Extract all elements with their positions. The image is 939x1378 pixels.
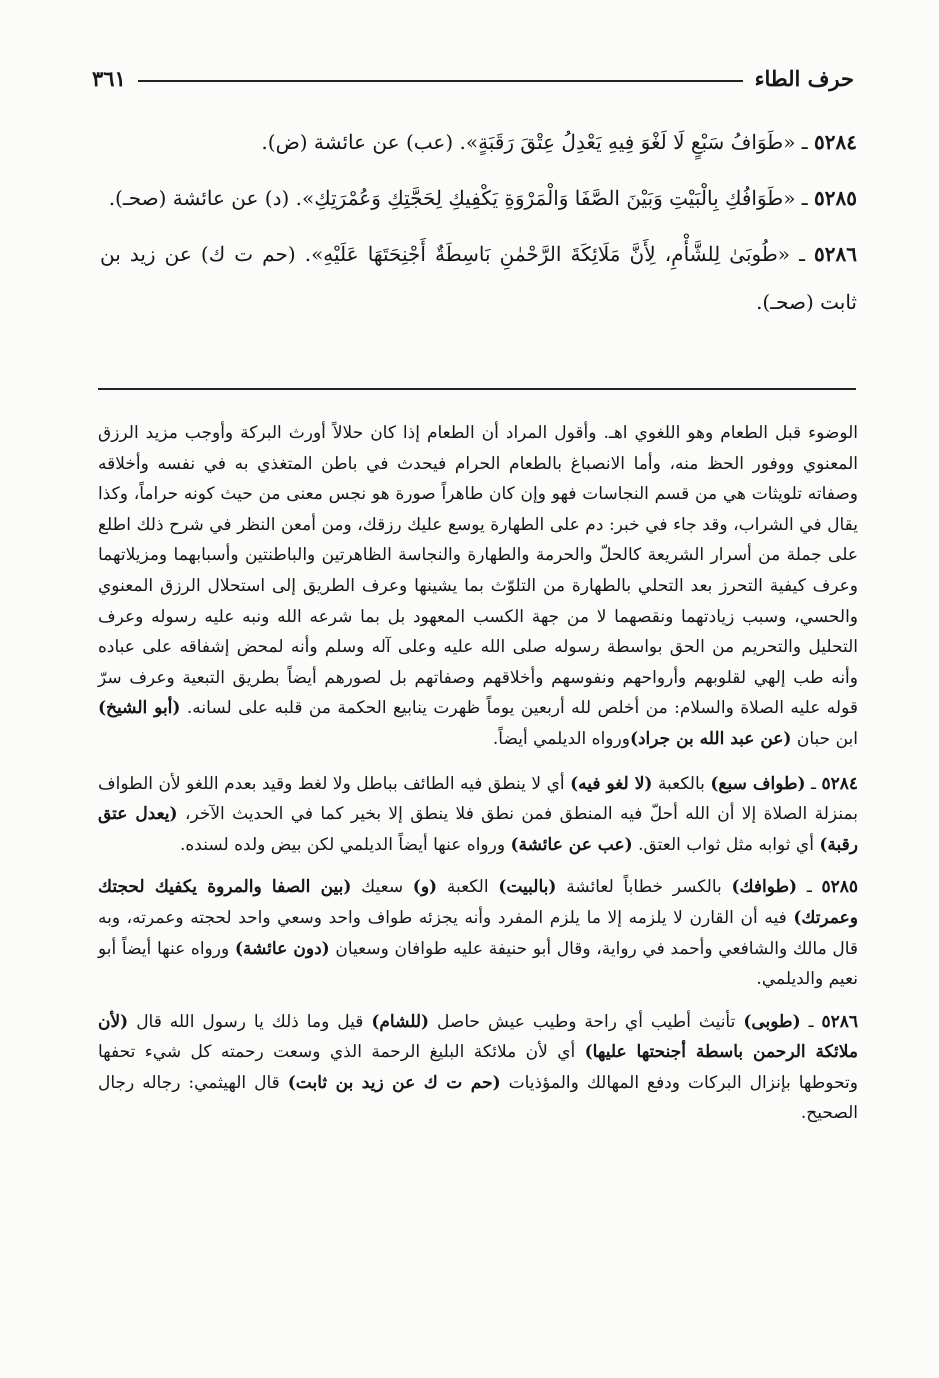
commentary-number: ٥٢٨٥ xyxy=(821,877,859,898)
header-rule xyxy=(138,80,743,82)
bold-term: (طوبى) xyxy=(743,1011,801,1032)
commentary-text: ورواه عنها أيضاً أبو نعيم والديلمي. xyxy=(98,938,858,990)
hadith-text: «طَوَافُ سَبْعٍ لَا لَغْوَ فِيهِ يَعْدِلُ عِتْقَ رَقَبَةٍ». (عب) عن عائشة (ض). xyxy=(261,130,796,154)
bold-term: (عن عبد الله بن جراد) xyxy=(629,728,792,749)
bold-term: (بين الصفا والمروة يكفيك لحجتك وعمرتك) xyxy=(98,877,858,928)
bold-term: (للشام) xyxy=(371,1011,430,1032)
bold-term: (طوافك) xyxy=(731,877,798,898)
commentary-text: الوضوء قبل الطعام وهو اللغوي اهـ. وأقول المراد أن الطعام إذا كان حلالاً أورث البركة وأوجب مزيد الرزق المعنوي ووفور الحظ منه، وأما الانصباغ بالطعام الحرام فيحدث في باطن المتغذي به في نفسه وأخلاقه وصفاته تلويثات هي من قسم النجاسات فهو وإن كان طاهراً صورة هو نجس معنى من حيث كونه حراماً، وكذا يقال في الشراب، وقد جاء في خبر: دم على الطهارة يوسع عليك رزقك، ومن أمعن النظر في شرح ذلك اطلع على جملة من أسرار الشريعة كالحلّ والحرمة والطهارة والنجاسة الظاهرتين والباطنتين وأسبابهما ومزيلاتهما وعرف كيفية التحرز بعد التحلي بالطهارة من التلوّث بما يشينها وعرف الطريق إلى استحلال الرزق المعنوي والحسي، وسبب زيادتهما ونقصهما لا من جهة الكسب المعهود بل بما شرعه الله ونبه عليه رسوله وعرف التحليل والتحريم من الحق بواسطة رسوله صلى الله عليه وعلى آله وسلم وأنه لمحض إشفاقه على عباده وأنه طب إلهي لقلوبهم وأرواحهم ونفوسهم وأخلاقهم وصفاتهم بل لصورهم أيضاً بطريق التبعية وعرف سرّ قوله عليه الصلاة والسلام: من أخلص لله أربعين يوماً ظهرت ينابيع الحكمة من قلبه على لسانه. xyxy=(98,423,858,719)
hadith-text: «طَوَافُكِ بِالْبَيْتِ وَبَيْنَ الصَّفَا وَالْمَرْوَةِ يَكْفِيكِ لِحَجَّتِكِ وَعُمْرَتِكِ». (د) عن عائشة (صحـ). xyxy=(108,186,796,210)
page-header xyxy=(92,58,854,98)
hadith-number: ٥٢٨٤ xyxy=(814,130,857,154)
bold-term: (و) xyxy=(412,877,438,898)
hadith-entry: ٥٢٨٥ ـ «طَوَافُكِ بِالْبَيْتِ وَبَيْنَ الصَّفَا وَالْمَرْوَةِ يَكْفِيكِ لِحَجَّتِكِ وَعُمْرَتِكِ». (د) عن عائشة (صحـ). xyxy=(108,186,857,210)
hadith-list xyxy=(100,118,857,334)
commentary-text: أي لأن ملائكة البليغ الرحمة الذي وسعت رحمته كل شيء تحفها وتحوطها بإنزال البركات ودفع المهالك والمؤذيات xyxy=(98,1042,858,1093)
commentary-number: ٥٢٨٤ xyxy=(821,773,859,794)
commentary-text: الكعبة xyxy=(446,877,489,898)
page-number: ٣٦١ xyxy=(92,65,126,91)
commentary-text: ورواه الديلمي أيضاً. xyxy=(492,728,630,749)
section-separator xyxy=(98,388,856,390)
bold-term: (حم ت ك عن زيد بن ثابت) xyxy=(287,1072,501,1093)
commentary-text: فيه أن القارن لا يلزمه إلا ما يلزم المفرد وأنه يجزئه طواف واحد وسعي واحد لحجته وعمرته، وبه قال مالك والشافعي وأحمد في رواية، وقال أبو حنيفة عليه طوافان وسعيان xyxy=(98,907,858,959)
commentary-text: بالكسر خطاباً لعائشة xyxy=(566,877,722,898)
bold-term: (أبو الشيخ) xyxy=(98,698,181,719)
commentary-text: ورواه عنها أيضاً الديلمي لكن بيض ولده لسنده. xyxy=(180,834,506,855)
commentary-text: بالكعبة xyxy=(657,773,705,794)
commentary-text: ابن حبان xyxy=(796,728,858,749)
bold-term: (لا لغو فيه) xyxy=(570,773,653,794)
bold-term: (عب عن عائشة) xyxy=(510,834,633,855)
bold-term: (دون عائشة) xyxy=(234,938,330,959)
commentary-section xyxy=(98,418,858,1141)
commentary-text: قال الهيثمي: رجاله رجال الصحيح. xyxy=(98,1072,858,1124)
commentary-paragraph: ٥٢٨٤ ـ (طواف سبع) بالكعبة (لا لغو فيه) أي لا ينطق فيه الطائف بباطل ولا لغط وقيد بعدم اللغو لأن الطواف بمنزلة الصلاة إلا أن الله أحلّ فيه المنطق فمن نطق فلا ينطق إلا بخير كما في الحديث الآخر، (يعدل عتق رقبة) أي ثوابه مثل ثواب العتق. (عب عن عائشة) ورواه عنها أيضاً الديلمي لكن بيض ولده لسنده. xyxy=(98,773,859,855)
commentary-text: سعيك xyxy=(361,877,404,898)
bold-term: (لأن ملائكة الرحمن باسطة أجنحتها عليها) xyxy=(98,1011,858,1063)
bold-term: (بالبيت) xyxy=(498,877,557,898)
bold-term: (طواف سبع) xyxy=(710,773,806,794)
commentary-text: أي لا ينطق فيه الطائف بباطل ولا لغط وقيد بعدم اللغو لأن الطواف بمنزلة الصلاة إلا أن الله أحلّ فيه المنطق فمن نطق فلا ينطق إلا بخير كما في الحديث الآخر، xyxy=(98,773,859,825)
hadith-entry: ٥٢٨٤ ـ «طَوَافُ سَبْعٍ لَا لَغْوَ فِيهِ يَعْدِلُ عِتْقَ رَقَبَةٍ». (عب) عن عائشة (ض). xyxy=(261,130,857,154)
commentary-text: تأنيث أطيب أي راحة وطيب عيش حاصل xyxy=(437,1011,736,1032)
commentary-number: ٥٢٨٦ xyxy=(821,1011,859,1032)
hadith-entry: ٥٢٨٦ ـ «طُوبَىٰ لِلشَّأْمِ، لِأَنَّ مَلَائِكَةَ الرَّحْمٰنِ بَاسِطَةٌ أَجْنِحَتَهَا عَلَيْهِ». (حم ت ك) عن زيد بن ثابت (صحـ). xyxy=(100,242,857,314)
hadith-number: ٥٢٨٥ xyxy=(814,186,857,210)
chapter-title: حرف الطاء xyxy=(754,65,854,91)
commentary-paragraph xyxy=(98,418,858,755)
hadith-text: «طُوبَىٰ لِلشَّأْمِ، لِأَنَّ مَلَائِكَةَ الرَّحْمٰنِ بَاسِطَةٌ أَجْنِحَتَهَا عَلَيْهِ». (حم ت ك) عن زيد بن ثابت (صحـ). xyxy=(100,242,857,314)
bold-term: (يعدل عتق رقبة) xyxy=(98,804,858,855)
commentary-text: أي ثوابه مثل ثواب العتق. xyxy=(638,834,814,855)
commentary-paragraph: ٥٢٨٥ ـ (طوافك) بالكسر خطاباً لعائشة (بالبيت) الكعبة (و) سعيك (بين الصفا والمروة يكفيك لحجتك وعمرتك) فيه أن القارن لا يلزمه إلا ما يلزم المفرد وأنه يجزئه طواف واحد وسعي واحد لحجته وعمرته، وبه قال مالك والشافعي وأحمد في رواية، وقال أبو حنيفة عليه طوافان وسعيان (دون عائشة) ورواه عنها أيضاً أبو نعيم والديلمي. xyxy=(98,877,859,990)
commentary-text: قيل وما ذلك يا رسول الله قال xyxy=(136,1011,364,1032)
hadith-number: ٥٢٨٦ xyxy=(814,242,857,266)
commentary-paragraph: ٥٢٨٦ ـ (طوبى) تأنيث أطيب أي راحة وطيب عيش حاصل (للشام) قيل وما ذلك يا رسول الله قال (لأن ملائكة الرحمن باسطة أجنحتها عليها) أي لأن ملائكة البليغ الرحمة الذي وسعت رحمته كل شيء تحفها وتحوطها بإنزال البركات ودفع المهالك والمؤذيات (حم ت ك عن زيد بن ثابت) قال الهيثمي: رجاله رجال الصحيح. xyxy=(98,1011,859,1124)
